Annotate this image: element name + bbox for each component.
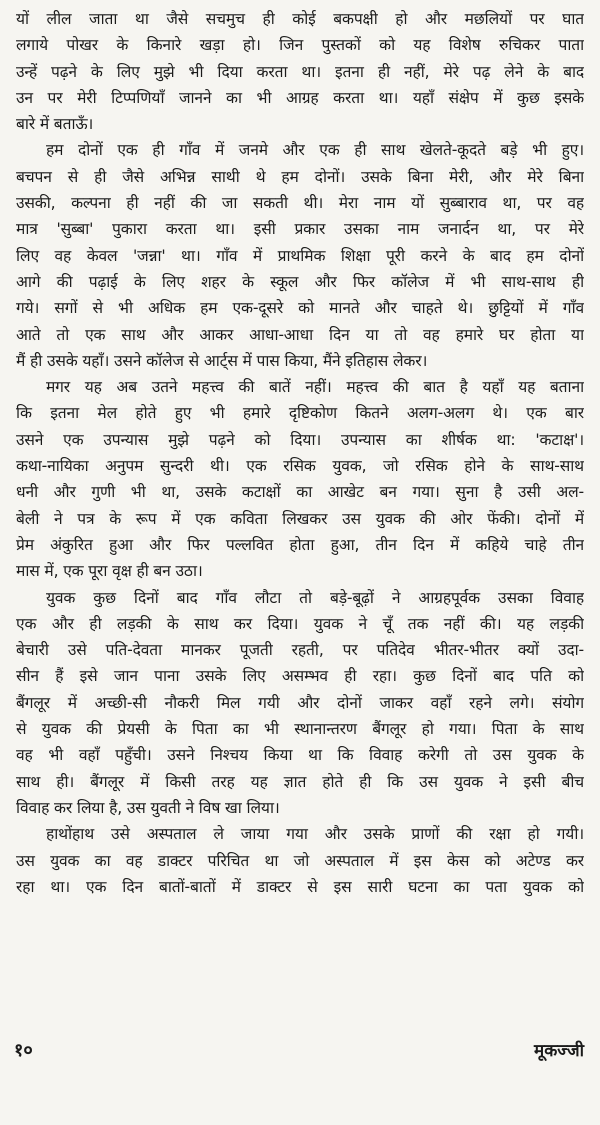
text-line: उसने एक उपन्यास मुझे पढ़ने को दिया। उपन्यास का शीर्षक था: 'कटाक्ष'। [16, 430, 584, 449]
text-line: मास में, एक पूरा वृक्ष ही बन उठा। [16, 562, 203, 581]
paragraph-first-line: हाथोंहाथ उसे अस्पताल ले जाया गया और उसके प्राणों की रक्षा हो गयी। [46, 825, 584, 844]
text-line: उन्हें पढ़ने के लिए मुझे भी दिया करता था। इतना ही नहीं, मेरे पढ़ लेने के बाद [16, 62, 584, 81]
text-line: बैंगलूर में अच्छी-सी नौकरी मिल गयी और दोनों जाकर वहाँ रहने लगे। संयोग [16, 693, 584, 712]
text-line: उस युवक का वह डाक्टर परिचित था जो अस्पताल में इस केस को अटेण्ड कर [16, 851, 584, 870]
text-line: प्रेम अंकुरित हुआ और फिर पल्लवित होता हुआ, तीन दिन में कहिये चाहे तीन [16, 535, 584, 554]
paragraph-first-line: युवक कुछ दिनों बाद गाँव लौटा तो बड़े-बूढ़ों ने आग्रहपूर्वक उसका विवाह [46, 588, 584, 607]
text-line: वह भी वहाँ पहुँची। उसने निश्चय किया था कि विवाह करेगी तो उस युवक के [16, 746, 584, 765]
text-line: बारे में बताऊँ। [16, 115, 94, 134]
text-line: गये। सगों से भी अधिक हम एक-दूसरे को मानते और चाहते थे। छुट्टियों में गाँव [16, 299, 584, 318]
page-footer [0, 1036, 600, 1066]
text-line: से युवक की प्रेयसी के पिता का भी स्थानान्तरण बैंगलूर हो गया। पिता के साथ [16, 720, 584, 739]
text-line: उसकी, कल्पना ही नहीं की जा सकती थी। मेरा नाम यों सुब्बाराव था, पर वह [16, 194, 584, 213]
text-line: बेचारी उसे पति-देवता मानकर पूजती रहती, पर पतिदेव भीतर-भीतर क्यों उदा- [16, 641, 584, 660]
running-title: मूकज्जी [534, 1041, 584, 1061]
text-line: कि इतना मेल होते हुए भी हमारे दृष्टिकोण कितने अलग-अलग थे। एक बार [16, 404, 584, 423]
text-line: बेली ने पत्र के रूप में एक कविता लिखकर उस युवक की ओर फेंकी। दोनों में [16, 509, 584, 528]
text-line: एक और ही लड़की के साथ कर दिया। युवक ने चूँ तक नहीं की। यह लड़की [16, 614, 584, 633]
paragraph-first-line: हम दोनों एक ही गाँव में जनमे और एक ही साथ खेलते-कूदते बड़े भी हुए। [46, 141, 584, 160]
text-line: रहा था। एक दिन बातों-बातों में डाक्टर से इस सारी घटना का पता युवक को [16, 877, 584, 896]
text-line: आगे की पढ़ाई के लिए शहर के स्कूल और फिर कॉलेज में भी साथ-साथ ही [16, 272, 584, 291]
text-line: विवाह कर लिया है, उस युवती ने विष खा लिया। [16, 798, 280, 817]
text-line: लगाये पोखर के किनारे खड़ा हो। जिन पुस्तकों को यह विशेष रुचिकर पाता [16, 36, 584, 55]
text-line: साथ ही। बैंगलूर में किसी तरह यह ज्ञात होते ही कि उस युवक ने इसी बीच [16, 772, 584, 791]
text-line: सीन हैं इसे जान पाना उसके लिए असम्भव ही रहा। कुछ दिनों बाद पति को [16, 667, 584, 686]
page-number: १० [14, 1040, 33, 1061]
text-line: बचपन से ही जैसे अभिन्न साथी थे हम दोनों। उसके बिना मेरी, और मेरे बिना [16, 167, 584, 186]
text-line: लिए वह केवल 'जन्ना' था। गाँव में प्राथमिक शिक्षा पूरी करने के बाद हम दोनों [16, 246, 584, 265]
text-line: आते तो एक साथ और आकर आधा-आधा दिन या तो वह हमारे घर होता या [16, 325, 584, 344]
text-line: धनी और गुणी भी था, उसके कटाक्षों का आखेट बन गया। सुना है उसी अल- [16, 483, 584, 502]
text-line: मैं ही उसके यहाँ। उसने कॉलेज से आर्ट्स में पास किया, मैंने इतिहास लेकर। [16, 351, 428, 370]
page-body-text [16, 6, 584, 900]
paragraph-first-line: मगर यह अब उतने महत्त्व की बातें नहीं। महत्त्व की बात है यहाँ यह बताना [46, 378, 584, 397]
text-line: यों लील जाता था जैसे सचमुच ही कोई बकपक्षी हो और मछलियों पर घात [16, 10, 584, 28]
text-line: मात्र 'सुब्बा' पुकारा करता था। इसी प्रकार उसका नाम जनार्दन था, पर मेरे [16, 220, 584, 239]
text-line: कथा-नायिका अनुपम सुन्दरी थी। एक रसिक युवक, जो रसिक होने के साथ-साथ [16, 457, 584, 476]
text-line: उन पर मेरी टिप्पणियाँ जानने का भी आग्रह करता था। यहाँ संक्षेप में कुछ इसके [16, 88, 584, 107]
